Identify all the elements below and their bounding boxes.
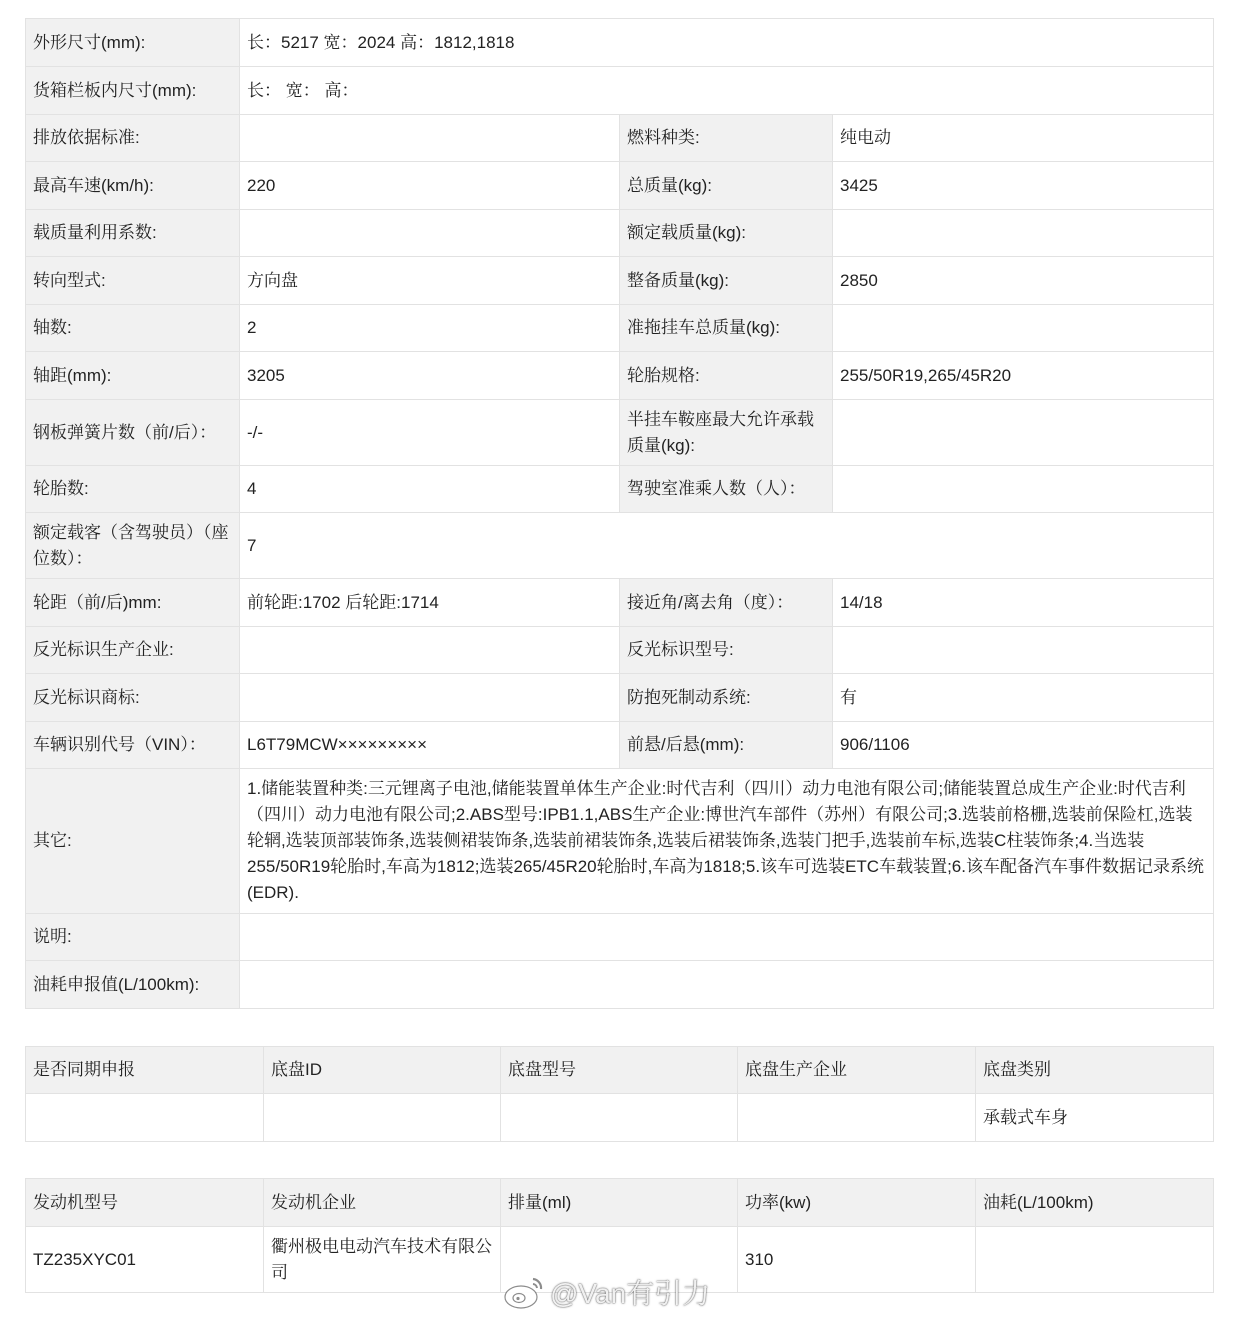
table-row	[26, 579, 1214, 627]
load-coefficient-value	[240, 210, 620, 257]
other-label: 其它:	[26, 769, 240, 914]
other-value: 1.储能装置种类:三元锂离子电池,储能装置单体生产企业:时代吉利（四川）动力电池有限公司;储能装置总成生产企业:时代吉利（四川）动力电池有限公司;2.ABS型号:IPB1.1,ABS生产企业:博世汽车部件（苏州）有限公司;3.选装前格栅,选装前保险杠,选装轮辋,选装顶部装饰条,选装侧裙装饰条,选装前裙装饰条,选装后裙装饰条,选装门把手,选装前车标,选装C柱装饰条;4.当选装255/50R19轮胎时,车高为1812;选装265/45R20轮胎时,车高为1818;5.该车可选装ETC车载装置;6.该车配备汽车事件数据记录系统(EDR).	[240, 769, 1214, 914]
rated-load-value	[833, 210, 1214, 257]
column-header: 油耗(L/100km)	[976, 1179, 1214, 1227]
max-speed-label: 最高车速(km/h):	[26, 162, 240, 210]
column-header: 排量(ml)	[501, 1179, 738, 1227]
saddle-load-label: 半挂车鞍座最大允许承载质量(kg):	[620, 400, 833, 466]
tire-count-label: 轮胎数:	[26, 466, 240, 513]
table-header-row	[26, 1047, 1214, 1094]
trailer-mass-label: 准拖挂车总质量(kg):	[620, 305, 833, 352]
tire-spec-label: 轮胎规格:	[620, 352, 833, 400]
emission-standard-label: 排放依据标准:	[26, 115, 240, 162]
weibo-icon	[500, 1272, 546, 1312]
max-speed-value: 220	[240, 162, 620, 210]
tire-spec-value: 255/50R19,265/45R20	[833, 352, 1214, 400]
dims-label: 外形尺寸(mm):	[26, 19, 240, 67]
watermark	[500, 1270, 710, 1314]
table-row	[26, 352, 1214, 400]
tire-count-value: 4	[240, 466, 620, 513]
table-row	[26, 115, 1214, 162]
rated-seats-value: 7	[240, 513, 1214, 579]
notes-label: 说明:	[26, 914, 240, 961]
rated-load-label: 额定载质量(kg):	[620, 210, 833, 257]
reflector-model-value	[833, 627, 1214, 674]
watermark-text: @Van有引力	[550, 1278, 711, 1309]
fuel-type-label: 燃料种类:	[620, 115, 833, 162]
table-cell	[738, 1094, 976, 1142]
cargo-dims-label: 货箱栏板内尺寸(mm):	[26, 67, 240, 115]
wheelbase-label: 轴距(mm):	[26, 352, 240, 400]
column-header: 底盘类别	[976, 1047, 1214, 1094]
axles-label: 轴数:	[26, 305, 240, 352]
table-row	[26, 513, 1214, 579]
track-width-value: 前轮距:1702 后轮距:1714	[240, 579, 620, 627]
steering-value: 方向盘	[240, 257, 620, 305]
cab-occupants-value	[833, 466, 1214, 513]
table-cell: 310	[738, 1227, 976, 1293]
trailer-mass-value	[833, 305, 1214, 352]
vin-value: L6T79MCW×××××××××	[240, 722, 620, 769]
chassis-table	[25, 1046, 1214, 1142]
load-coefficient-label: 载质量利用系数:	[26, 210, 240, 257]
column-header: 功率(kw)	[738, 1179, 976, 1227]
table-row	[26, 210, 1214, 257]
table-cell	[976, 1227, 1214, 1293]
cab-occupants-label: 驾驶室准乘人数（人）：	[620, 466, 833, 513]
table-row	[26, 1094, 1214, 1142]
table-row	[26, 914, 1214, 961]
column-header: 发动机型号	[26, 1179, 264, 1227]
column-header: 底盘ID	[264, 1047, 501, 1094]
column-header: 发动机企业	[264, 1179, 501, 1227]
cargo-dims-value: 长： 宽： 高：	[240, 67, 1214, 115]
table-cell: 衢州极电电动汽车技术有限公司	[264, 1227, 501, 1293]
table-row	[26, 722, 1214, 769]
track-width-label: 轮距（前/后)mm:	[26, 579, 240, 627]
fuel-report-value	[240, 961, 1214, 1009]
overhang-label: 前悬/后悬(mm):	[620, 722, 833, 769]
steering-label: 转向型式:	[26, 257, 240, 305]
table-row	[26, 305, 1214, 352]
reflector-maker-label: 反光标识生产企业:	[26, 627, 240, 674]
notes-value	[240, 914, 1214, 961]
table-header-row	[26, 1179, 1214, 1227]
curb-mass-label: 整备质量(kg):	[620, 257, 833, 305]
saddle-load-value	[833, 400, 1214, 466]
table-row	[26, 162, 1214, 210]
table-cell	[26, 1094, 264, 1142]
wheelbase-value: 3205	[240, 352, 620, 400]
column-header: 底盘生产企业	[738, 1047, 976, 1094]
leaf-springs-value: -/-	[240, 400, 620, 466]
table-cell: TZ235XYC01	[26, 1227, 264, 1293]
table-row	[26, 67, 1214, 115]
overhang-value: 906/1106	[833, 722, 1214, 769]
table-row	[26, 466, 1214, 513]
abs-label: 防抱死制动系统:	[620, 674, 833, 722]
table-row	[26, 257, 1214, 305]
table-row	[26, 627, 1214, 674]
vehicle-spec-table	[25, 18, 1214, 1009]
table-cell	[501, 1094, 738, 1142]
fuel-report-label: 油耗申报值(L/100km):	[26, 961, 240, 1009]
table-row	[26, 961, 1214, 1009]
rated-seats-label: 额定载客（含驾驶员）（座位数）：	[26, 513, 240, 579]
total-mass-value: 3425	[833, 162, 1214, 210]
table-cell	[264, 1094, 501, 1142]
abs-value: 有	[833, 674, 1214, 722]
table-row	[26, 19, 1214, 67]
approach-departure-label: 接近角/离去角（度）：	[620, 579, 833, 627]
emission-standard-value	[240, 115, 620, 162]
table-row	[26, 769, 1214, 914]
table-row	[26, 400, 1214, 466]
dims-value: 长：5217 宽：2024 高：1812,1818	[240, 19, 1214, 67]
total-mass-label: 总质量(kg):	[620, 162, 833, 210]
column-header: 是否同期申报	[26, 1047, 264, 1094]
table-cell: 承载式车身	[976, 1094, 1214, 1142]
reflector-brand-value	[240, 674, 620, 722]
reflector-maker-value	[240, 627, 620, 674]
table-row	[26, 674, 1214, 722]
vin-label: 车辆识别代号（VIN）：	[26, 722, 240, 769]
fuel-type-value: 纯电动	[833, 115, 1214, 162]
approach-departure-value: 14/18	[833, 579, 1214, 627]
reflector-brand-label: 反光标识商标:	[26, 674, 240, 722]
column-header: 底盘型号	[501, 1047, 738, 1094]
axles-value: 2	[240, 305, 620, 352]
curb-mass-value: 2850	[833, 257, 1214, 305]
leaf-springs-label: 钢板弹簧片数（前/后）：	[26, 400, 240, 466]
reflector-model-label: 反光标识型号:	[620, 627, 833, 674]
